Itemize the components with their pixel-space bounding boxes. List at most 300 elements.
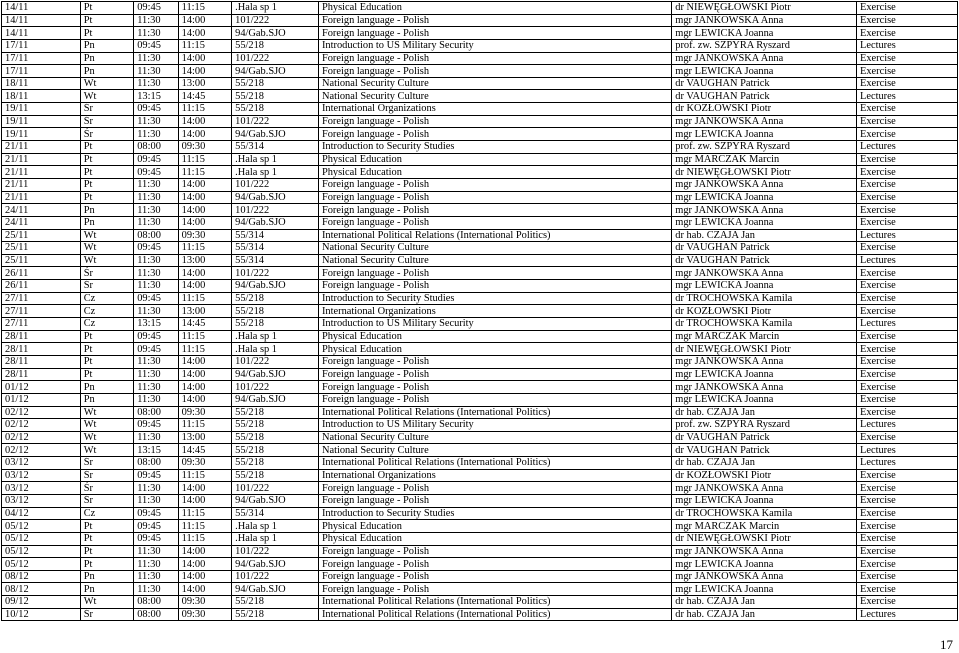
- date-cell: 04/12: [2, 507, 81, 520]
- teacher-cell: mgr JANKOWSKA Anna: [672, 204, 857, 217]
- day-cell: Cz: [80, 292, 134, 305]
- teacher-cell: mgr JANKOWSKA Anna: [672, 381, 857, 394]
- day-cell: Śr: [80, 103, 134, 116]
- subject-cell: Foreign language - Polish: [318, 482, 671, 495]
- room-cell: .Hala sp 1: [232, 520, 319, 533]
- end-time-cell: 13:00: [178, 254, 232, 267]
- start-time-cell: 11:30: [134, 558, 178, 571]
- day-cell: Śr: [80, 280, 134, 293]
- start-time-cell: 13:15: [134, 90, 178, 103]
- end-time-cell: 14:00: [178, 583, 232, 596]
- teacher-cell: dr KOZŁOWSKI Piotr: [672, 469, 857, 482]
- class-type-cell: Exercise: [857, 115, 958, 128]
- subject-cell: International Political Relations (International Politics): [318, 457, 671, 470]
- end-time-cell: 14:00: [178, 204, 232, 217]
- start-time-cell: 13:15: [134, 318, 178, 331]
- room-cell: 101/222: [232, 115, 319, 128]
- class-type-cell: Exercise: [857, 153, 958, 166]
- start-time-cell: 11:30: [134, 570, 178, 583]
- table-row: [2, 406, 958, 419]
- day-cell: Pt: [80, 191, 134, 204]
- day-cell: Pt: [80, 153, 134, 166]
- teacher-cell: dr hab. CZAJA Jan: [672, 406, 857, 419]
- room-cell: .Hala sp 1: [232, 166, 319, 179]
- table-row: [2, 254, 958, 267]
- end-time-cell: 11:15: [178, 103, 232, 116]
- start-time-cell: 11:30: [134, 27, 178, 40]
- start-time-cell: 08:00: [134, 406, 178, 419]
- day-cell: Wt: [80, 431, 134, 444]
- room-cell: 55/314: [232, 242, 319, 255]
- table-row: [2, 457, 958, 470]
- subject-cell: Introduction to Security Studies: [318, 141, 671, 154]
- subject-cell: Foreign language - Polish: [318, 583, 671, 596]
- teacher-cell: mgr LEWICKA Joanna: [672, 65, 857, 78]
- date-cell: 18/11: [2, 77, 81, 90]
- end-time-cell: 11:15: [178, 419, 232, 432]
- subject-cell: Physical Education: [318, 330, 671, 343]
- table-row: [2, 191, 958, 204]
- room-cell: 94/Gab.SJO: [232, 494, 319, 507]
- end-time-cell: 09:30: [178, 457, 232, 470]
- day-cell: Pn: [80, 52, 134, 65]
- date-cell: 03/12: [2, 482, 81, 495]
- class-type-cell: Exercise: [857, 27, 958, 40]
- start-time-cell: 08:00: [134, 229, 178, 242]
- start-time-cell: 11:30: [134, 305, 178, 318]
- room-cell: 55/218: [232, 419, 319, 432]
- date-cell: 14/11: [2, 14, 81, 27]
- table-row: [2, 166, 958, 179]
- date-cell: 01/12: [2, 393, 81, 406]
- room-cell: 55/218: [232, 77, 319, 90]
- end-time-cell: 11:15: [178, 242, 232, 255]
- class-type-cell: Lectures: [857, 419, 958, 432]
- class-type-cell: Exercise: [857, 482, 958, 495]
- room-cell: 55/218: [232, 406, 319, 419]
- class-type-cell: Lectures: [857, 141, 958, 154]
- table-row: [2, 444, 958, 457]
- room-cell: 55/218: [232, 292, 319, 305]
- day-cell: Pt: [80, 166, 134, 179]
- room-cell: 55/314: [232, 507, 319, 520]
- date-cell: 21/11: [2, 166, 81, 179]
- class-type-cell: Exercise: [857, 65, 958, 78]
- subject-cell: Physical Education: [318, 532, 671, 545]
- class-type-cell: Exercise: [857, 570, 958, 583]
- end-time-cell: 14:00: [178, 128, 232, 141]
- subject-cell: Foreign language - Polish: [318, 128, 671, 141]
- end-time-cell: 14:00: [178, 570, 232, 583]
- teacher-cell: dr NIEWĘGŁOWSKI Piotr: [672, 532, 857, 545]
- day-cell: Pt: [80, 141, 134, 154]
- teacher-cell: dr NIEWĘGŁOWSKI Piotr: [672, 2, 857, 15]
- start-time-cell: 11:30: [134, 77, 178, 90]
- date-cell: 21/11: [2, 191, 81, 204]
- table-row: [2, 507, 958, 520]
- start-time-cell: 11:30: [134, 494, 178, 507]
- teacher-cell: dr VAUGHAN Patrick: [672, 90, 857, 103]
- day-cell: Cz: [80, 507, 134, 520]
- class-type-cell: Exercise: [857, 330, 958, 343]
- end-time-cell: 11:15: [178, 2, 232, 15]
- subject-cell: Foreign language - Polish: [318, 27, 671, 40]
- teacher-cell: mgr LEWICKA Joanna: [672, 128, 857, 141]
- start-time-cell: 09:45: [134, 419, 178, 432]
- teacher-cell: mgr JANKOWSKA Anna: [672, 52, 857, 65]
- day-cell: Wt: [80, 229, 134, 242]
- subject-cell: Foreign language - Polish: [318, 393, 671, 406]
- date-cell: 05/12: [2, 520, 81, 533]
- room-cell: 55/218: [232, 431, 319, 444]
- subject-cell: Introduction to US Military Security: [318, 318, 671, 331]
- start-time-cell: 11:30: [134, 254, 178, 267]
- subject-cell: Foreign language - Polish: [318, 65, 671, 78]
- teacher-cell: mgr MARCZAK Marcin: [672, 520, 857, 533]
- table-row: [2, 520, 958, 533]
- table-row: [2, 242, 958, 255]
- class-type-cell: Exercise: [857, 305, 958, 318]
- room-cell: 101/222: [232, 14, 319, 27]
- class-type-cell: Exercise: [857, 52, 958, 65]
- day-cell: Pt: [80, 368, 134, 381]
- class-type-cell: Exercise: [857, 216, 958, 229]
- date-cell: 21/11: [2, 178, 81, 191]
- class-type-cell: Exercise: [857, 242, 958, 255]
- teacher-cell: dr VAUGHAN Patrick: [672, 444, 857, 457]
- date-cell: 01/12: [2, 381, 81, 394]
- end-time-cell: 14:00: [178, 14, 232, 27]
- day-cell: Pn: [80, 570, 134, 583]
- table-row: [2, 494, 958, 507]
- teacher-cell: mgr JANKOWSKA Anna: [672, 14, 857, 27]
- teacher-cell: dr hab. CZAJA Jan: [672, 457, 857, 470]
- end-time-cell: 14:00: [178, 393, 232, 406]
- table-row: [2, 343, 958, 356]
- teacher-cell: dr hab. CZAJA Jan: [672, 596, 857, 609]
- room-cell: 55/218: [232, 39, 319, 52]
- class-type-cell: Exercise: [857, 381, 958, 394]
- day-cell: Wt: [80, 90, 134, 103]
- day-cell: Wt: [80, 596, 134, 609]
- teacher-cell: dr TROCHOWSKA Kamila: [672, 292, 857, 305]
- start-time-cell: 08:00: [134, 596, 178, 609]
- start-time-cell: 11:30: [134, 267, 178, 280]
- date-cell: 08/12: [2, 583, 81, 596]
- end-time-cell: 11:15: [178, 507, 232, 520]
- table-row: [2, 482, 958, 495]
- day-cell: Cz: [80, 318, 134, 331]
- table-row: [2, 178, 958, 191]
- date-cell: 08/12: [2, 570, 81, 583]
- date-cell: 26/11: [2, 267, 81, 280]
- end-time-cell: 14:45: [178, 90, 232, 103]
- subject-cell: International Organizations: [318, 103, 671, 116]
- end-time-cell: 14:00: [178, 494, 232, 507]
- subject-cell: Foreign language - Polish: [318, 570, 671, 583]
- teacher-cell: prof. zw. SZPYRA Ryszard: [672, 419, 857, 432]
- day-cell: Pt: [80, 520, 134, 533]
- start-time-cell: 09:45: [134, 520, 178, 533]
- class-type-cell: Exercise: [857, 178, 958, 191]
- start-time-cell: 11:30: [134, 280, 178, 293]
- table-row: [2, 608, 958, 621]
- class-type-cell: Exercise: [857, 583, 958, 596]
- date-cell: 02/12: [2, 419, 81, 432]
- day-cell: Wt: [80, 254, 134, 267]
- end-time-cell: 13:00: [178, 305, 232, 318]
- room-cell: 55/218: [232, 90, 319, 103]
- start-time-cell: 11:30: [134, 482, 178, 495]
- day-cell: Pn: [80, 381, 134, 394]
- class-type-cell: Lectures: [857, 457, 958, 470]
- subject-cell: Physical Education: [318, 520, 671, 533]
- teacher-cell: mgr LEWICKA Joanna: [672, 583, 857, 596]
- class-type-cell: Exercise: [857, 532, 958, 545]
- table-row: [2, 115, 958, 128]
- teacher-cell: dr NIEWĘGŁOWSKI Piotr: [672, 343, 857, 356]
- date-cell: 09/12: [2, 596, 81, 609]
- end-time-cell: 09:30: [178, 141, 232, 154]
- end-time-cell: 11:15: [178, 343, 232, 356]
- date-cell: 02/12: [2, 431, 81, 444]
- room-cell: 55/314: [232, 141, 319, 154]
- subject-cell: National Security Culture: [318, 444, 671, 457]
- day-cell: Pt: [80, 330, 134, 343]
- room-cell: 94/Gab.SJO: [232, 128, 319, 141]
- class-type-cell: Exercise: [857, 368, 958, 381]
- end-time-cell: 14:00: [178, 355, 232, 368]
- end-time-cell: 09:30: [178, 596, 232, 609]
- teacher-cell: mgr MARCZAK Marcin: [672, 330, 857, 343]
- room-cell: 101/222: [232, 267, 319, 280]
- table-row: [2, 570, 958, 583]
- date-cell: 19/11: [2, 103, 81, 116]
- teacher-cell: dr VAUGHAN Patrick: [672, 77, 857, 90]
- subject-cell: Foreign language - Polish: [318, 494, 671, 507]
- end-time-cell: 11:15: [178, 39, 232, 52]
- start-time-cell: 09:45: [134, 166, 178, 179]
- class-type-cell: Exercise: [857, 166, 958, 179]
- date-cell: 25/11: [2, 254, 81, 267]
- table-row: [2, 103, 958, 116]
- room-cell: 94/Gab.SJO: [232, 280, 319, 293]
- subject-cell: Foreign language - Polish: [318, 115, 671, 128]
- day-cell: Śr: [80, 608, 134, 621]
- date-cell: 24/11: [2, 204, 81, 217]
- table-row: [2, 216, 958, 229]
- date-cell: 05/12: [2, 545, 81, 558]
- date-cell: 03/12: [2, 494, 81, 507]
- class-type-cell: Exercise: [857, 292, 958, 305]
- teacher-cell: mgr LEWICKA Joanna: [672, 368, 857, 381]
- class-type-cell: Exercise: [857, 494, 958, 507]
- end-time-cell: 14:00: [178, 381, 232, 394]
- subject-cell: Foreign language - Polish: [318, 216, 671, 229]
- subject-cell: Physical Education: [318, 2, 671, 15]
- date-cell: 05/12: [2, 558, 81, 571]
- class-type-cell: Lectures: [857, 229, 958, 242]
- subject-cell: Foreign language - Polish: [318, 368, 671, 381]
- date-cell: 18/11: [2, 90, 81, 103]
- teacher-cell: dr TROCHOWSKA Kamila: [672, 507, 857, 520]
- class-type-cell: Lectures: [857, 444, 958, 457]
- start-time-cell: 11:30: [134, 14, 178, 27]
- day-cell: Pn: [80, 216, 134, 229]
- room-cell: 55/314: [232, 254, 319, 267]
- subject-cell: Introduction to US Military Security: [318, 419, 671, 432]
- room-cell: 101/222: [232, 381, 319, 394]
- class-type-cell: Exercise: [857, 77, 958, 90]
- date-cell: 28/11: [2, 368, 81, 381]
- date-cell: 17/11: [2, 39, 81, 52]
- day-cell: Pn: [80, 204, 134, 217]
- day-cell: Pn: [80, 583, 134, 596]
- teacher-cell: mgr JANKOWSKA Anna: [672, 482, 857, 495]
- room-cell: 94/Gab.SJO: [232, 583, 319, 596]
- room-cell: 55/218: [232, 103, 319, 116]
- class-type-cell: Exercise: [857, 103, 958, 116]
- day-cell: Pt: [80, 2, 134, 15]
- class-type-cell: Exercise: [857, 507, 958, 520]
- teacher-cell: dr VAUGHAN Patrick: [672, 254, 857, 267]
- end-time-cell: 09:30: [178, 406, 232, 419]
- subject-cell: Foreign language - Polish: [318, 191, 671, 204]
- date-cell: 27/11: [2, 305, 81, 318]
- day-cell: Śr: [80, 115, 134, 128]
- table-row: [2, 330, 958, 343]
- end-time-cell: 11:15: [178, 532, 232, 545]
- end-time-cell: 11:15: [178, 520, 232, 533]
- date-cell: 02/12: [2, 406, 81, 419]
- teacher-cell: dr hab. CZAJA Jan: [672, 608, 857, 621]
- end-time-cell: 14:00: [178, 545, 232, 558]
- class-type-cell: Exercise: [857, 406, 958, 419]
- table-row: [2, 27, 958, 40]
- start-time-cell: 11:30: [134, 368, 178, 381]
- table-row: [2, 204, 958, 217]
- room-cell: 55/314: [232, 229, 319, 242]
- table-row: [2, 368, 958, 381]
- start-time-cell: 11:30: [134, 115, 178, 128]
- date-cell: 25/11: [2, 242, 81, 255]
- end-time-cell: 14:00: [178, 280, 232, 293]
- room-cell: 101/222: [232, 355, 319, 368]
- table-row: [2, 2, 958, 15]
- table-row: [2, 292, 958, 305]
- class-type-cell: Lectures: [857, 39, 958, 52]
- subject-cell: Foreign language - Polish: [318, 14, 671, 27]
- class-type-cell: Exercise: [857, 355, 958, 368]
- teacher-cell: prof. zw. SZPYRA Ryszard: [672, 39, 857, 52]
- start-time-cell: 09:45: [134, 507, 178, 520]
- teacher-cell: mgr LEWICKA Joanna: [672, 558, 857, 571]
- teacher-cell: mgr LEWICKA Joanna: [672, 27, 857, 40]
- class-type-cell: Exercise: [857, 596, 958, 609]
- start-time-cell: 11:30: [134, 128, 178, 141]
- subject-cell: National Security Culture: [318, 254, 671, 267]
- class-type-cell: Exercise: [857, 191, 958, 204]
- end-time-cell: 14:00: [178, 27, 232, 40]
- class-type-cell: Exercise: [857, 343, 958, 356]
- room-cell: .Hala sp 1: [232, 2, 319, 15]
- day-cell: Pt: [80, 27, 134, 40]
- room-cell: 55/218: [232, 596, 319, 609]
- room-cell: 101/222: [232, 204, 319, 217]
- teacher-cell: mgr JANKOWSKA Anna: [672, 267, 857, 280]
- subject-cell: Physical Education: [318, 153, 671, 166]
- room-cell: 94/Gab.SJO: [232, 65, 319, 78]
- table-row: [2, 141, 958, 154]
- start-time-cell: 11:30: [134, 393, 178, 406]
- table-row: [2, 431, 958, 444]
- start-time-cell: 11:30: [134, 381, 178, 394]
- date-cell: 03/12: [2, 457, 81, 470]
- class-type-cell: Exercise: [857, 280, 958, 293]
- teacher-cell: mgr LEWICKA Joanna: [672, 393, 857, 406]
- subject-cell: Introduction to Security Studies: [318, 507, 671, 520]
- class-type-cell: Exercise: [857, 558, 958, 571]
- start-time-cell: 09:45: [134, 469, 178, 482]
- table-row: [2, 65, 958, 78]
- teacher-cell: mgr JANKOWSKA Anna: [672, 570, 857, 583]
- room-cell: 55/218: [232, 305, 319, 318]
- teacher-cell: dr hab. CZAJA Jan: [672, 229, 857, 242]
- subject-cell: Introduction to US Military Security: [318, 39, 671, 52]
- room-cell: 55/218: [232, 469, 319, 482]
- start-time-cell: 11:30: [134, 355, 178, 368]
- page-number: 17: [940, 637, 953, 652]
- date-cell: 21/11: [2, 153, 81, 166]
- end-time-cell: 14:00: [178, 216, 232, 229]
- date-cell: 14/11: [2, 27, 81, 40]
- teacher-cell: mgr JANKOWSKA Anna: [672, 545, 857, 558]
- room-cell: 94/Gab.SJO: [232, 393, 319, 406]
- date-cell: 14/11: [2, 2, 81, 15]
- room-cell: .Hala sp 1: [232, 532, 319, 545]
- subject-cell: Foreign language - Polish: [318, 178, 671, 191]
- start-time-cell: 08:00: [134, 457, 178, 470]
- date-cell: 02/12: [2, 444, 81, 457]
- end-time-cell: 14:00: [178, 482, 232, 495]
- day-cell: Wt: [80, 419, 134, 432]
- room-cell: 94/Gab.SJO: [232, 191, 319, 204]
- start-time-cell: 11:30: [134, 52, 178, 65]
- class-type-cell: Exercise: [857, 2, 958, 15]
- table-row: [2, 393, 958, 406]
- subject-cell: Physical Education: [318, 343, 671, 356]
- subject-cell: International Political Relations (International Politics): [318, 596, 671, 609]
- room-cell: 94/Gab.SJO: [232, 216, 319, 229]
- subject-cell: Foreign language - Polish: [318, 381, 671, 394]
- table-row: [2, 128, 958, 141]
- end-time-cell: 14:00: [178, 178, 232, 191]
- table-row: [2, 267, 958, 280]
- table-row: [2, 153, 958, 166]
- table-row: [2, 39, 958, 52]
- subject-cell: National Security Culture: [318, 90, 671, 103]
- date-cell: 19/11: [2, 128, 81, 141]
- start-time-cell: 09:45: [134, 39, 178, 52]
- subject-cell: National Security Culture: [318, 431, 671, 444]
- date-cell: 05/12: [2, 532, 81, 545]
- start-time-cell: 11:30: [134, 65, 178, 78]
- end-time-cell: 14:00: [178, 115, 232, 128]
- teacher-cell: prof. zw. SZPYRA Ryszard: [672, 141, 857, 154]
- start-time-cell: 11:30: [134, 191, 178, 204]
- date-cell: 10/12: [2, 608, 81, 621]
- date-cell: 25/11: [2, 229, 81, 242]
